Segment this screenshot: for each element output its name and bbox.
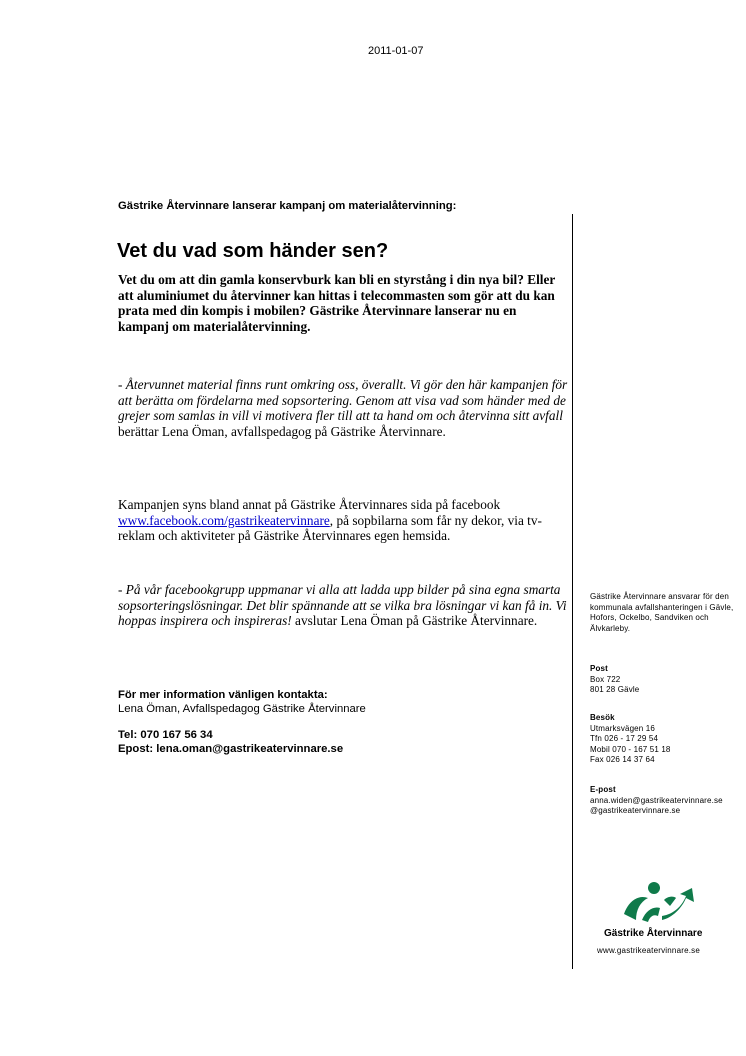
- visit-label: Besök: [590, 713, 615, 722]
- campaign-paragraph: [118, 497, 570, 544]
- kicker: Gästrike Återvinnare lanserar kampanj om materialåtervinning:: [118, 200, 457, 212]
- email-address: anna.widen@gastrikeatervinnare.se: [590, 795, 723, 805]
- post-label: Post: [590, 664, 608, 673]
- sidebar-email: [590, 785, 735, 817]
- quote-2-italic: - På vår facebookgrupp uppmanar vi alla att ladda upp bilder på sina egna smarta sopsorteringslösningar. Det blir spännande att se vilka bra lösningar vi kan få in. Vi hoppas inspirera och inspireras!: [118, 582, 567, 628]
- post-city: 801 28 Gävle: [590, 685, 640, 694]
- campaign-text-before: Kampanjen syns bland annat på Gästrike Återvinnares sida på facebook: [118, 497, 501, 512]
- sidebar-post: [590, 664, 639, 696]
- visit-mobile: Mobil 070 - 167 51 18: [590, 744, 671, 754]
- post-box: Box 722: [590, 674, 621, 684]
- quote-paragraph-1: [118, 377, 570, 439]
- visit-fax: Fax 026 14 37 64: [590, 755, 655, 764]
- quote-paragraph-2: [118, 582, 570, 629]
- quote-1-italic: - Återvunnet material finns runt omkring oss, överallt. Vi gör den här kampanjen för att berätta om fördelarna med sopsortering. Genom att visa vad som händer med de grejer som samlas in vill vi motivera fler till att ta hand om och återvinna sitt avfall: [118, 377, 568, 423]
- visit-address: Utmarksvägen 16: [590, 723, 655, 733]
- facebook-link[interactable]: www.facebook.com/gastrikeatervinnare: [118, 512, 330, 528]
- release-date: 2011-01-07: [368, 45, 424, 57]
- sidebar-visit: [590, 713, 671, 766]
- quote-1-attribution: berättar Lena Öman, avfallspedagog på Gästrike Återvinnare.: [118, 423, 446, 439]
- quote-2-attribution: avslutar Lena Öman på Gästrike Återvinnare.: [291, 613, 538, 628]
- contact-person: Lena Öman, Avfallspedagog Gästrike Återvinnare: [118, 702, 366, 715]
- headline: Vet du vad som händer sen?: [117, 240, 389, 262]
- visit-phone: Tfn 026 - 17 29 54: [590, 734, 659, 743]
- campaign-text-after: , på sopbilarna som får ny dekor, via tv-reklam och aktiviteter på Gästrike Återvinnares egen hemsida.: [118, 512, 542, 543]
- website: www.gastrikeatervinnare.se: [597, 946, 701, 955]
- contact-phone: Tel: 070 167 56 34: [118, 729, 213, 741]
- recycle-arrows-icon: [620, 880, 704, 926]
- contact-email: Epost: lena.oman@gastrikeatervinnare.se: [118, 742, 344, 755]
- lead-paragraph: Vet du om att din gamla konservburk kan bli en styrstång i din nya bil? Eller att aluminiumet du återvinner kan hittas i telecommasten som gör att du kan prata med din kompis i mobilen? Gästrike Återvinnare lanserar nu en kampanj om materialåtervinning.: [118, 272, 556, 334]
- contact-block: [118, 689, 366, 756]
- sidebar-intro: Gästrike Återvinnare ansvarar för den kommunala avfallshanteringen i Gävle, Hofors, Ockelbo, Sandviken och Älvkarleby.: [590, 592, 734, 633]
- email-domain: @gastrikeatervinnare.se: [590, 806, 681, 815]
- contact-heading: För mer information vänligen kontakta:: [118, 689, 328, 701]
- email-label: E-post: [590, 785, 616, 794]
- logo-wordmark: Gästrike Återvinnare: [604, 928, 703, 939]
- column-divider: [572, 214, 573, 969]
